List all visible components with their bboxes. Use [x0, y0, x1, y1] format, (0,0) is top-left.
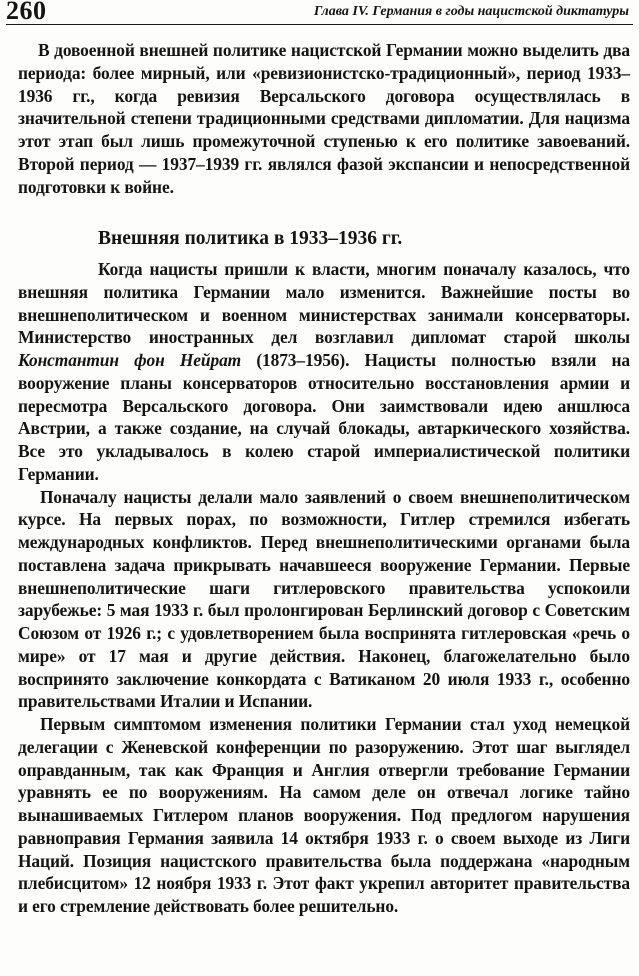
main-text — [18, 258, 630, 918]
running-head: Глава IV. Германия в годы нацистской диктатуры — [313, 4, 629, 19]
section-heading: Внешняя политика в 1933–1936 гг. — [98, 228, 403, 249]
paragraph-4: Первым симптомом изменения политики Германии стал уход немецкой делегации с Женевской конференции по разоружению. Этот шаг выглядел оправданным, так как Франция и Англия отвергли требование Германии уравнять ее по вооружениям. На самом деле он отвечал логике тайно вынашиваемых Гитлером планов вооружения. Под предлогом нарушения равноправия Германия заявила 14 октября 1933 г. о своем выходе из Лиги Наций. Позиция нацистского правительства была поддержана «народным плебисцитом» 12 ноября 1933 г. Этот факт укрепил авторитет правительства и его стремление действовать более решительно. — [18, 714, 630, 916]
page-header — [6, 0, 633, 25]
paragraph-2-text-b: (1873–1956). Нацисты полностью взяли на вооружение планы консерваторов относительно восстановления армии и пересмотра Версальского договора. Они заимствовали идею аншлюса Австрии, а также создание, на случай блокады, автаркического хозяйства. Все это укладывалось в колею старой империалистической политики Германии. — [18, 350, 630, 484]
paragraph-2-text-a: Когда нацисты пришли к власти, многим поначалу казалось, что внешняя политика Германии мало изменится. Важнейшие посты во внешнеполитическом и военном министерствах занимали консерваторы. Министерство иностранных дел возглавил дипломат старой школы — [18, 259, 630, 348]
person-name: Константин фон Нейрат — [18, 350, 242, 370]
intro-section — [18, 39, 630, 198]
paragraph-2 — [18, 258, 630, 486]
intro-paragraph: В довоенной внешней политике нацистской Германии можно выделить два периода: более мирный, или «ревизионистско-традиционный», период 1933–1936 гг., когда ревизия Версальского договора осуществлялась в значительной степени традиционными средствами дипломатии. Для нацизма этот этап был лишь промежуточной ступенью к его политике завоеваний. Второй период — 1937–1939 гг. являлся фазой экспансии и непосредственной подготовки к войне. — [18, 40, 630, 197]
paragraph-3: Поначалу нацисты делали мало заявлений о своем внешнеполитическом курсе. На первых порах, по возможности, Гитлер стремился избегать международных конфликтов. Перед внешнеполитическими органами была поставлена задача прикрывать начавшееся вооружение Германии. Первые внешнеполитические шаги гитлеровского правительства успокоили зарубежье: 5 мая 1933 г. был пролонгирован Берлинский договор с Советским Союзом от 1926 г.; с удовлетворением была воспринята гитлеровская «речь о мире» от 17 мая и другие действия. Наконец, благожелательно было воспринято заключение конкордата с Ватиканом 20 июля 1933 г., особенно правительствами Италии и Испании. — [18, 486, 630, 712]
page-number: 260 — [6, 0, 47, 25]
